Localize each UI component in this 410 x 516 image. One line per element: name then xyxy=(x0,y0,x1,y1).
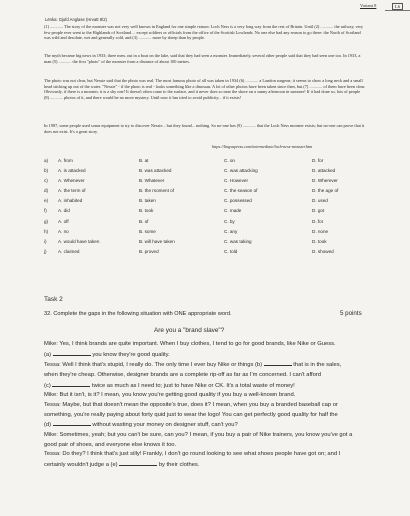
task-title: Task 2 xyxy=(44,296,63,303)
option-row xyxy=(44,249,374,259)
option-a[interactable]: A. off xyxy=(58,218,69,224)
option-d[interactable]: D. took xyxy=(312,238,327,244)
option-row xyxy=(44,188,374,198)
gap-blank[interactable] xyxy=(119,460,157,466)
option-d[interactable]: D. Wherever xyxy=(312,178,338,184)
option-a[interactable]: A. no xyxy=(58,228,69,234)
option-d[interactable]: D. got xyxy=(312,208,325,214)
option-number: h) xyxy=(44,228,49,234)
option-number: b) xyxy=(44,168,49,174)
dialog-line-text: Mike: Yes, I think brands are quite important. When I buy clothes, I tend to go for good brands, like Nike or Guess. xyxy=(44,341,336,347)
option-c[interactable]: C. any xyxy=(224,228,238,234)
option-b[interactable]: B. took xyxy=(139,208,154,214)
variant-label: Variant 8 xyxy=(360,3,377,8)
option-number: e) xyxy=(44,198,49,204)
reading-paragraph-2: The myth became big news in 1933; three men, out in a boat on the lake, said that they had seen a monster. Immediately, several other people said that they had seen one too. In 1933, a man (5) ............ the first "photo" of the monster from a distance of about 100 metres. xyxy=(44,53,361,64)
dialog-line xyxy=(44,401,380,411)
dialog-line-text: Tessa: Do they? I think that's just silly! Frankly, I don't go round looking to see what shoes people have got on; and I xyxy=(44,451,341,458)
dialog-line xyxy=(44,381,380,392)
option-a[interactable]: A. Whenever xyxy=(58,178,85,184)
gap-blank[interactable] xyxy=(52,381,90,387)
option-number: a) xyxy=(44,158,49,163)
option-number: d) xyxy=(44,188,49,194)
option-a[interactable]: A. from xyxy=(58,158,73,163)
dialog-line xyxy=(44,441,380,451)
option-row xyxy=(44,178,374,188)
option-d[interactable]: D. showed xyxy=(312,248,334,254)
dialog-line-text: (c) xyxy=(44,382,53,389)
option-b[interactable]: B. Whatever xyxy=(139,178,165,184)
source-url: https://lingvapress.com/intermediate/loch-ness-monster.htm xyxy=(212,144,313,149)
option-b[interactable]: B. at xyxy=(139,158,149,163)
gap-blank[interactable] xyxy=(264,360,292,366)
option-row xyxy=(44,219,374,229)
dialog-line-text: (a) xyxy=(44,351,53,358)
option-a[interactable]: A. inhabited xyxy=(58,198,83,204)
dialog-line-rest: by their clothes. xyxy=(157,461,200,468)
code-box: L6 xyxy=(392,3,403,10)
dialog-line xyxy=(44,420,380,431)
option-number: j) xyxy=(44,248,47,254)
option-c[interactable]: C. the season of xyxy=(224,188,258,194)
dialog-line-text: (d) xyxy=(44,422,53,429)
dialog-line xyxy=(44,350,380,361)
dialog-line xyxy=(44,371,380,381)
option-number: f) xyxy=(44,208,47,214)
option-row xyxy=(44,208,374,218)
dialog-line-text: certainly wouldn't judge a (e) xyxy=(44,461,120,468)
option-c[interactable]: C. However xyxy=(224,178,248,184)
gap-blank[interactable] xyxy=(53,420,91,426)
option-c[interactable]: C. possessed xyxy=(224,198,252,204)
option-row xyxy=(44,239,374,249)
dialog-line-rest: twice as much as I need to; just to have Nike or CK. It's a total waste of money! xyxy=(90,382,295,389)
option-a[interactable]: A. claimed xyxy=(58,248,80,254)
option-a[interactable]: A. is attacked xyxy=(58,168,86,174)
exam-subtitle: Lёnka: Gjufd Anglase (Hrvatt 8/2) xyxy=(45,17,107,22)
dialog-line-rest: that is in the sales, xyxy=(291,362,342,369)
task-instruction: 32. Complete the gaps in the following situation with ONE appropriate word. xyxy=(44,311,232,317)
options-table xyxy=(44,158,374,259)
dialog-line xyxy=(44,450,380,460)
dialog-line xyxy=(44,391,380,401)
option-d[interactable]: D. the age of xyxy=(312,188,339,194)
reading-paragraph-1: (1) ............ The story of the monster was not very well known in England for one simple reason: Loch Ness is a very long way from the rest of Britain. Until (2) ............ the railway, very few people ever went to the Highlands of Scotland ... except soldiers or officials from the office of the Scottish Lowlands. No one else had any reason to go there: the North of Scotland was wild and desolate, wet and generally cold, and (3) ............ more by sheep than by people. xyxy=(44,24,364,41)
option-number: i) xyxy=(44,238,47,244)
reading-paragraph-3: The photo was not clear, but Nessie said that the photo was real. The most famous photo of all was taken in 1934 (6) ............ a London surgeon; it seems to show a long neck and a small head sticking up out of the water. "Nessie" - if the photo is real - looks something like a dinosaur. A lot of other photos have been taken since then, but (7) ............ of them have been clear. Obviously, if there is a monster, it is a shy one! It doesn't often come to the surface, and it never does so near the shore on a sunny afternoon in summer! If it had done so, lots of people (8) ............ photos of it, and there would be no more mystery. Until now it has tried to avoid publicity... if it exists! xyxy=(44,78,366,101)
option-c[interactable]: C. by xyxy=(224,218,235,224)
option-row xyxy=(44,158,374,168)
option-a[interactable]: A. would have taken xyxy=(58,238,100,244)
option-row xyxy=(44,229,374,239)
gap-blank[interactable] xyxy=(53,350,91,356)
option-c[interactable]: C. on xyxy=(224,158,235,163)
option-number: c) xyxy=(44,178,48,184)
option-d[interactable]: D. attacked xyxy=(312,168,336,174)
dialog-line-text: Mike: Sometimes, yeah; but you can't be sure, can you? I mean, if you buy a pair of Nike trainers, you know you've got a xyxy=(44,431,353,438)
option-b[interactable]: B. proved xyxy=(139,248,159,254)
dialog-line-text: when they're cheap. Otherwise, designer brands are a complete rip-off as far as I'm concerned. I can't afford xyxy=(44,371,321,378)
dialog-line xyxy=(44,360,380,371)
dialog-text xyxy=(44,340,380,471)
option-d[interactable]: D. none xyxy=(312,228,329,234)
dialog-line xyxy=(44,411,380,421)
dialog-line-rest: you know they're good quality. xyxy=(90,351,170,358)
task-points: 5 points xyxy=(340,310,362,317)
dialog-line-text: Tessa: Maybe, but that doesn't mean the opposite's true, does it? I mean, when you buy a branded baseball cap or xyxy=(44,401,338,408)
option-a[interactable]: A. the term of xyxy=(58,188,86,194)
option-d[interactable]: D. for xyxy=(312,218,324,224)
option-b[interactable]: B. the moment of xyxy=(139,188,174,194)
dialog-line-text: Tessa: Well I think that's stupid, I really do. The only time I ever buy Nike or things (b) xyxy=(44,362,264,369)
option-b[interactable]: B. will have taken xyxy=(139,238,175,244)
option-c[interactable]: C. made xyxy=(224,208,242,214)
option-c[interactable]: C. was attacking xyxy=(224,168,258,174)
option-c[interactable]: C. told xyxy=(224,248,238,254)
dialog-line xyxy=(44,431,380,441)
option-d[interactable]: D. used xyxy=(312,198,328,204)
option-b[interactable]: B. of xyxy=(139,218,149,224)
option-a[interactable]: A. did xyxy=(58,208,70,214)
option-number: g) xyxy=(44,218,49,224)
option-b[interactable]: B. was attacked xyxy=(139,168,172,174)
option-d[interactable]: D. for xyxy=(312,158,324,163)
dialog-line-text: something, you're really paying about forty quid just to wear the logo! You can get perfectly good quality for half the xyxy=(44,411,338,418)
dialog-line xyxy=(44,340,380,350)
reading-paragraph-4: In 1987, some people used sonar equipment to try to discover Nessie... but they found... nothing. So no-one has (9) ............ that the Loch Ness monster exists; but no-one can prove that it does not exist. It's a great story. xyxy=(44,123,365,134)
option-b[interactable]: B. taken xyxy=(139,198,156,204)
header-divider xyxy=(385,10,410,11)
option-row xyxy=(44,168,374,178)
option-b[interactable]: B. some xyxy=(139,228,156,234)
dialog-line-text: Mike: But it isn't, is it? I mean, you know you're getting good quality if you buy a well-known brand. xyxy=(44,392,296,399)
dialog-line-text: good pair of shoes, and everyone else knows it too. xyxy=(44,441,177,448)
dialog-title: Are you a "brand slave"? xyxy=(154,327,225,334)
option-c[interactable]: C. was taking xyxy=(224,238,252,244)
option-row xyxy=(44,198,374,208)
dialog-line-rest: without wasting your money on designer stuff, can't you? xyxy=(90,422,238,429)
dialog-line xyxy=(44,460,380,471)
